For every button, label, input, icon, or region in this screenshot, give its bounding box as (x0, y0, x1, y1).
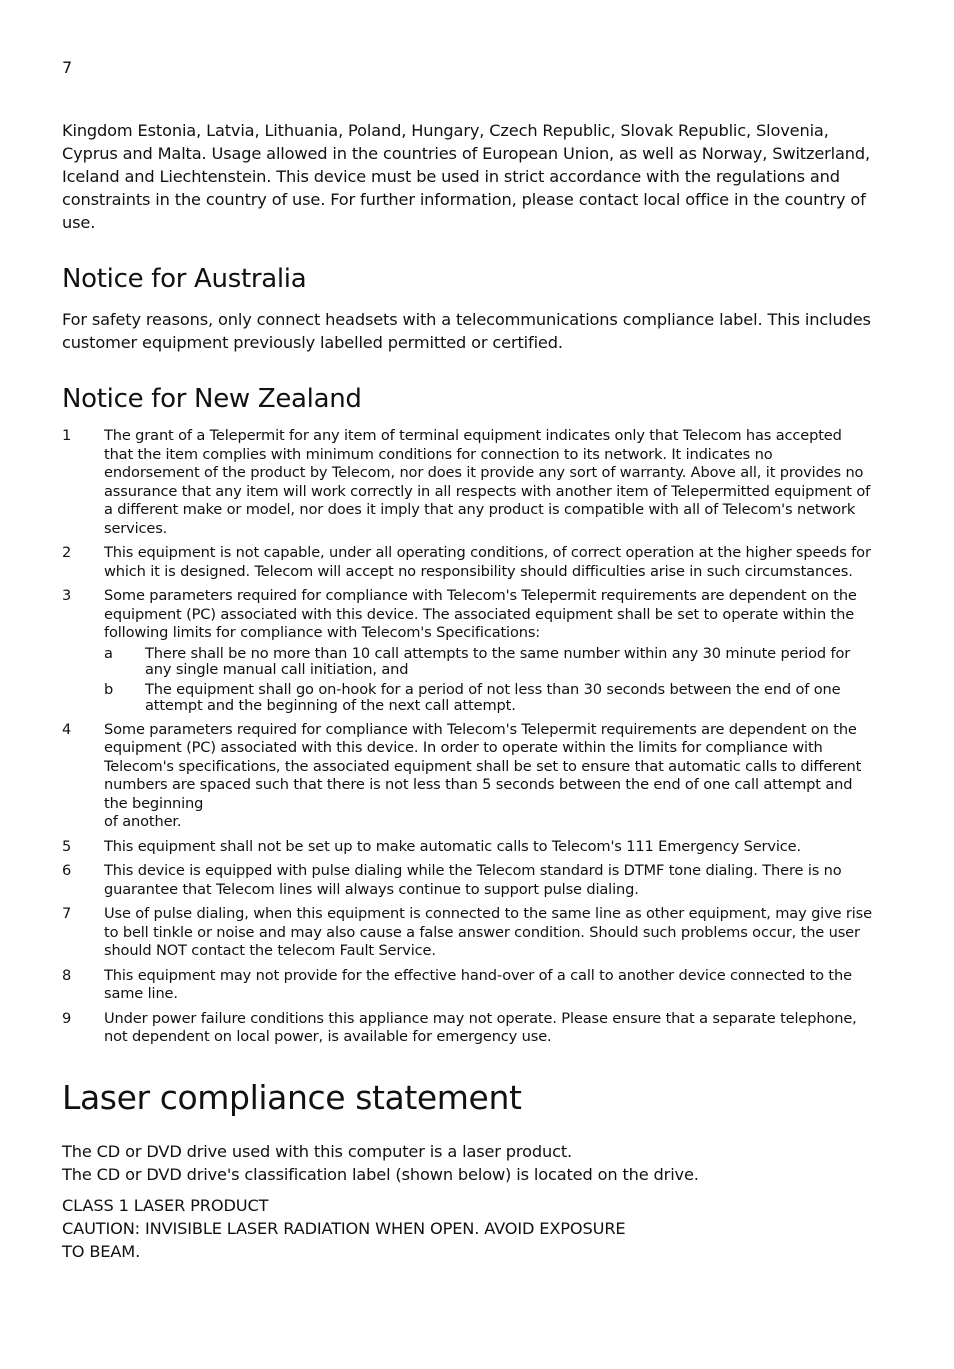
laser-description (62, 1140, 872, 1186)
item-text: This equipment shall not be set up to make automatic calls to Telecom's 111 Emergency Service. (104, 837, 801, 855)
item-number: 1 (62, 427, 72, 444)
list-item (62, 721, 872, 832)
list-item (62, 1010, 872, 1047)
caution-line-3: TO BEAM. (62, 1242, 141, 1261)
caution-line-2: CAUTION: INVISIBLE LASER RADIATION WHEN OPEN. AVOID EXPOSURE (62, 1219, 626, 1238)
item-text: This device is equipped with pulse dialing while the Telecom standard is DTMF tone dialing. There is no guarantee that Telecom lines will always continue to support pulse dialing. (104, 862, 842, 898)
list-item (62, 905, 872, 961)
sub-list-item (104, 646, 872, 679)
nz-notice-list (62, 427, 872, 1053)
item-number: 5 (62, 837, 72, 855)
list-item (62, 967, 872, 1004)
item-number: 8 (62, 966, 72, 984)
australia-body: For safety reasons, only connect headsets with a telecommunications compliance label. This includes customer equipment previously labelled permitted or certified. (62, 310, 871, 352)
sub-item-letter: b (104, 680, 114, 698)
item-text: Use of pulse dialing, when this equipment is connected to the same line as other equipment, may give rise to bell tinkle or noise and may also cause a false answer condition. Should such problems occur, the user should NOT contact the telecom Fault Service. (104, 905, 872, 959)
item-number: 6 (62, 862, 72, 879)
item-text: This equipment is not capable, under all operating conditions, of correct operation at the higher speeds for which it is designed. Telecom will accept no responsibility should difficulties arise in such circumstances. (104, 544, 871, 580)
sub-item-letter: a (104, 644, 113, 662)
page-number: 7 (62, 58, 73, 77)
heading-new-zealand: Notice for New Zealand (62, 384, 362, 414)
heading-laser-compliance: Laser compliance statement (62, 1078, 522, 1117)
item-number: 2 (62, 544, 72, 561)
item-number: 3 (62, 587, 72, 604)
list-item (62, 544, 872, 581)
laser-line-1: The CD or DVD drive used with this computer is a laser product. (62, 1142, 573, 1161)
item-text: Some parameters required for compliance with Telecom's Telepermit requirements are dependent on the equipment (PC) associated with this device. In order to operate within the limits for compliance with Telecom's specifications, the associated equipment shall be set to ensure that automatic calls to different numbers are spaced such that there is not less than 5 seconds between the end of one call attempt and the beginning (104, 720, 862, 812)
item-text: Under power failure conditions this appliance may not operate. Please ensure that a separate telephone, not dependent on local power, is available for emergency use. (104, 1009, 857, 1045)
item-text: Some parameters required for compliance with Telecom's Telepermit requirements are dependent on the equipment (PC) associated with this device. The associated equipment shall be set to operate within the following limits for compliance with Telecom's Specifications: (104, 587, 857, 641)
item-number: 7 (62, 905, 72, 922)
item-text: This equipment may not provide for the effective hand-over of a call to another device connected to the same line. (104, 966, 852, 1002)
sub-item-text: There shall be no more than 10 call attempts to the same number within any 30 minute period for any single manual call initiation, and (145, 644, 851, 678)
item-text-continuation: of another. (104, 813, 182, 830)
laser-caution-label (62, 1194, 872, 1263)
sub-item-text: The equipment shall go on-hook for a period of not less than 30 seconds between the end of one attempt and the beginning of the next call attempt. (145, 680, 841, 714)
sub-list-item (104, 682, 872, 715)
item-text: The grant of a Telepermit for any item of terminal equipment indicates only that Telecom has accepted that the item complies with minimum conditions for connection to its network. It indicates no endorsement of the product by Telecom, nor does it provide any sort of warranty. Above all, it provides no assurance that any item will work correctly in all respects with another item of Telepermitted equipment of a different make or model, nor does it imply that any product is compatible with all of Telecom's network services. (104, 427, 871, 537)
heading-australia: Notice for Australia (62, 264, 307, 294)
list-item (62, 427, 872, 538)
intro-paragraph: Kingdom Estonia, Latvia, Lithuania, Poland, Hungary, Czech Republic, Slovak Republic, Slovenia, Cyprus and Malta. Usage allowed in the countries of European Union, as well as Norway, Switzerland, Iceland and Liechtenstein. This device must be used in strict accordance with the regulations and constraints in the country of use. For further information, please contact local office in the country of use. (62, 121, 870, 232)
list-item (62, 838, 872, 857)
list-item (62, 862, 872, 899)
list-item (62, 587, 872, 715)
item-number: 4 (62, 720, 72, 738)
item-number: 9 (62, 1009, 72, 1027)
laser-line-2: The CD or DVD drive's classification label (shown below) is located on the drive. (62, 1165, 699, 1184)
caution-line-1: CLASS 1 LASER PRODUCT (62, 1196, 269, 1215)
